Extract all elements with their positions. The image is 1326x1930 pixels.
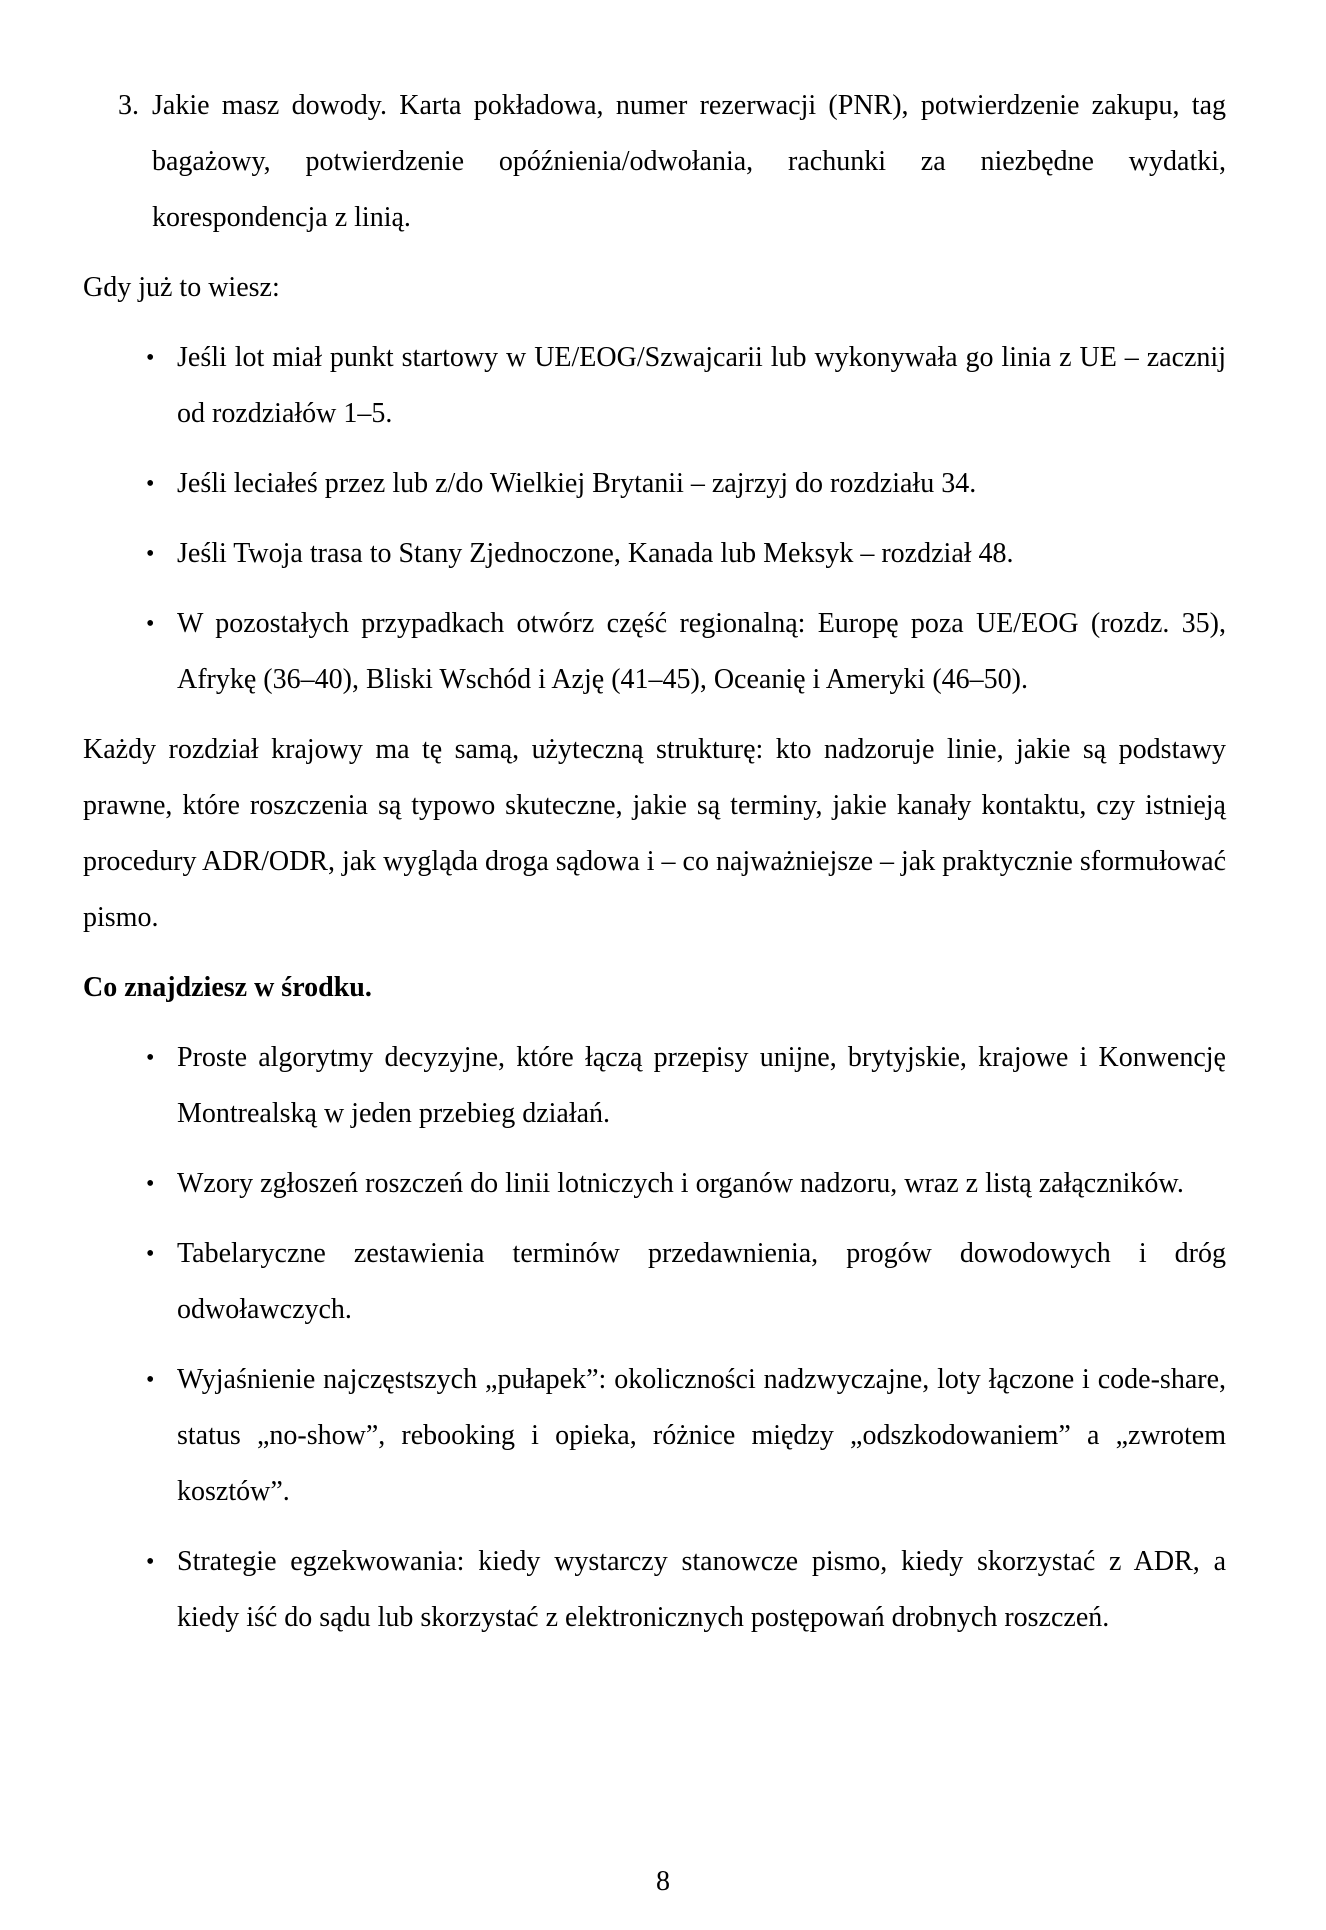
routing-bullet-item <box>83 596 1226 708</box>
content-bullet-item <box>83 1226 1226 1338</box>
bullet-icon: • <box>146 1367 155 1393</box>
routing-bullet-item <box>83 330 1226 442</box>
bullet-icon: • <box>146 1171 155 1197</box>
bullet-text: Tabelaryczne zestawienia terminów przedawnienia, progów dowodowych i dróg odwoławczych. <box>177 1238 1226 1325</box>
numbered-item-text: Jakie masz dowody. Karta pokładowa, numer rezerwacji (PNR), potwierdzenie zakupu, tag bagażowy, potwierdzenie opóźnienia/odwołania, rachunki za niezbędne wydatki, korespondencja z linią. <box>152 90 1226 233</box>
page-number: 8 <box>656 1866 670 1897</box>
bullet-icon: • <box>146 345 155 371</box>
structure-paragraph: Każdy rozdział krajowy ma tę samą, użyteczną strukturę: kto nadzoruje linie, jakie są podstawy prawne, które roszczenia są typowo skuteczne, jakie są terminy, jakie kanały kontaktu, czy istnieją procedury ADR/ODR, jak wygląda droga sądowa i – co najważniejsze – jak praktycznie sformułować pismo. <box>83 734 1226 933</box>
bullet-text: Strategie egzekwowania: kiedy wystarczy stanowcze pismo, kiedy skorzystać z ADR, a kiedy iść do sądu lub skorzystać z elektronicznych postępowań drobnych roszczeń. <box>177 1546 1226 1633</box>
bullet-text: Proste algorytmy decyzyjne, które łączą przepisy unijne, brytyjskie, krajowe i Konwencję Montrealską w jeden przebieg działań. <box>177 1042 1226 1129</box>
bullet-icon: • <box>146 471 155 497</box>
content-bullet-item <box>83 1030 1226 1142</box>
content-bullet-item <box>83 1156 1226 1212</box>
bullet-icon: • <box>146 611 155 637</box>
section-heading: Co znajdziesz w środku. <box>83 972 372 1003</box>
list-number: 3. <box>118 90 139 121</box>
bullet-text: Jeśli lot miał punkt startowy w UE/EOG/Szwajcarii lub wykonywała go linia z UE – zacznij od rozdziałów 1–5. <box>177 342 1226 429</box>
bullet-text: Wzory zgłoszeń roszczeń do linii lotniczych i organów nadzoru, wraz z listą załączników. <box>177 1168 1184 1199</box>
content-bullet-item <box>83 1352 1226 1520</box>
bullet-text: Jeśli leciałeś przez lub z/do Wielkiej Brytanii – zajrzyj do rozdziału 34. <box>177 468 977 499</box>
bullet-icon: • <box>146 541 155 567</box>
routing-bullet-item <box>83 526 1226 582</box>
bullet-icon: • <box>146 1241 155 1267</box>
bullet-text: Wyjaśnienie najczęstszych „pułapek”: okoliczności nadzwyczajne, loty łączone i code-share, status „no-show”, rebooking i opieka, różnice między „odszkodowaniem” a „zwrotem kosztów”. <box>177 1364 1226 1507</box>
bullet-icon: • <box>146 1045 155 1071</box>
numbered-list-item <box>83 78 1226 246</box>
content-bullet-item <box>83 1534 1226 1646</box>
bullet-icon: • <box>146 1549 155 1575</box>
bullet-text: Jeśli Twoja trasa to Stany Zjednoczone, Kanada lub Meksyk – rozdział 48. <box>177 538 1014 569</box>
intro-paragraph: Gdy już to wiesz: <box>83 272 280 303</box>
routing-bullet-item <box>83 456 1226 512</box>
bullet-text: W pozostałych przypadkach otwórz część regionalną: Europę poza UE/EOG (rozdz. 35), Afrykę (36–40), Bliski Wschód i Azję (41–45), Oceanię i Ameryki (46–50). <box>177 608 1226 695</box>
